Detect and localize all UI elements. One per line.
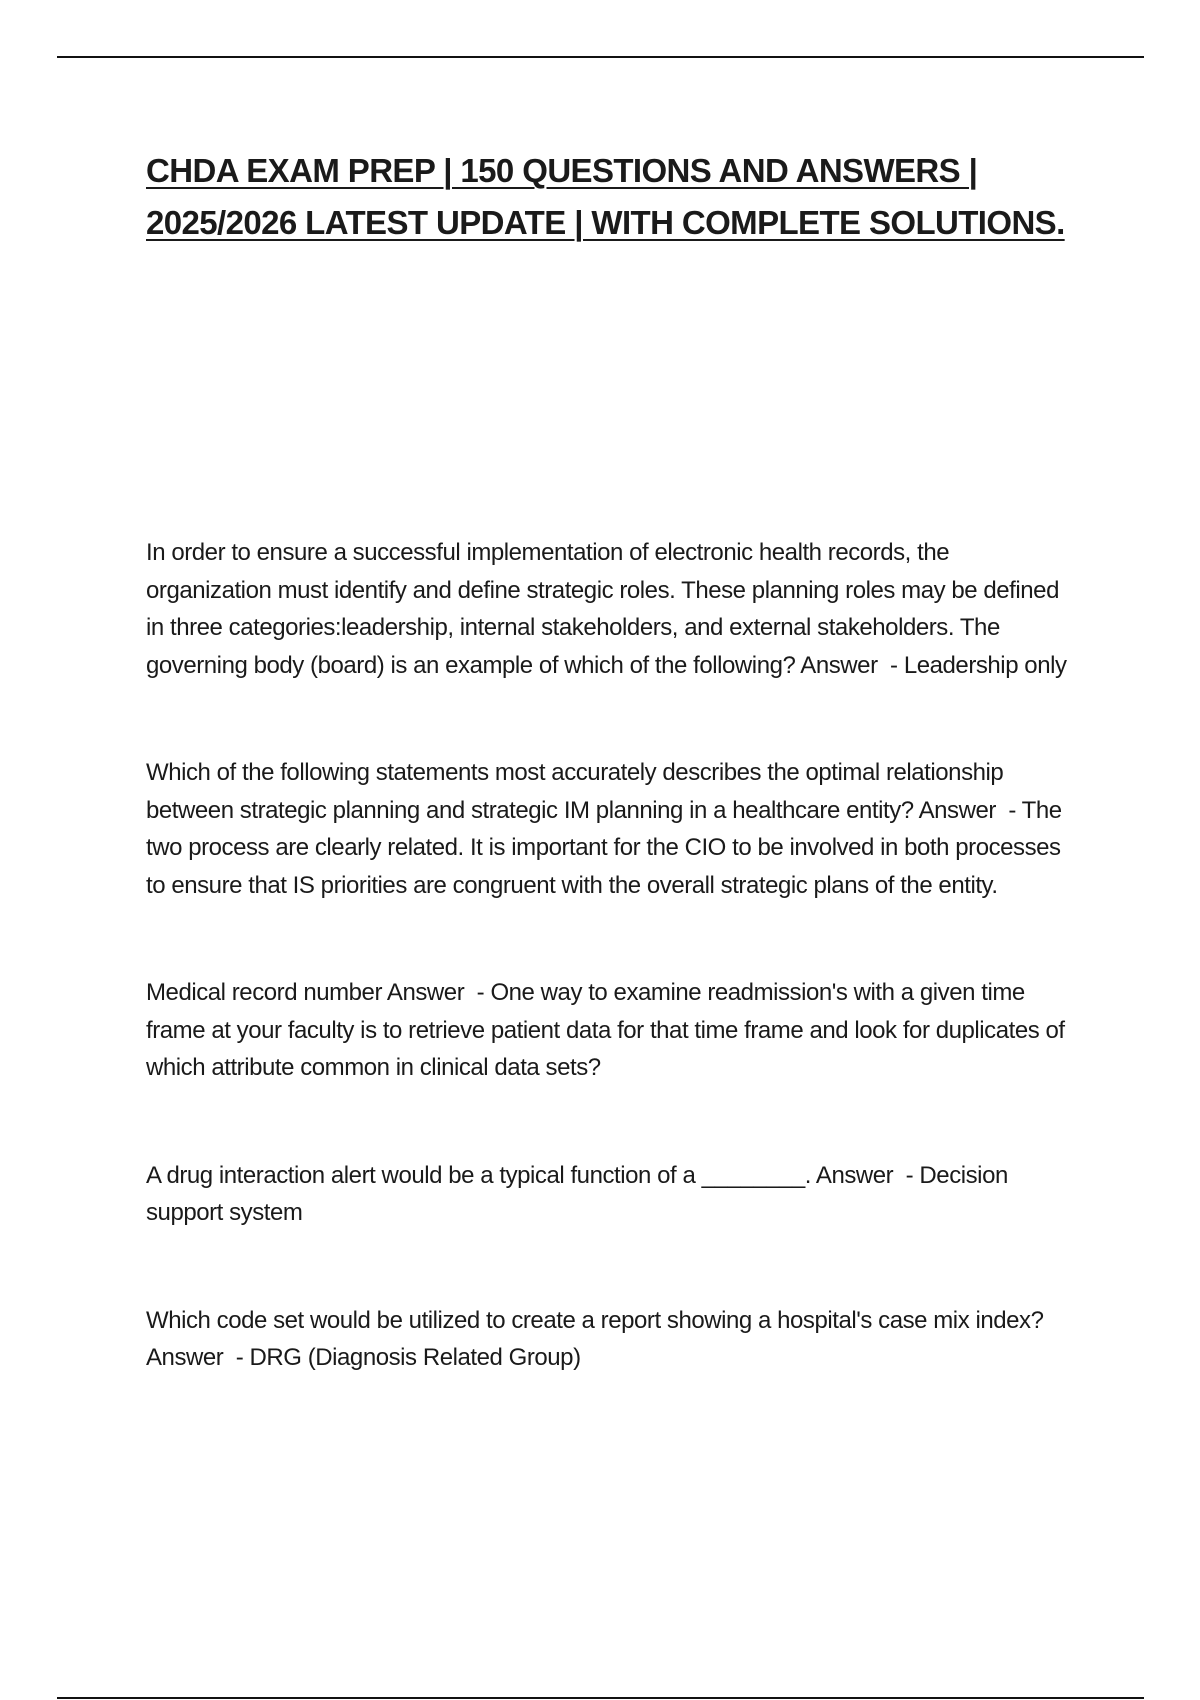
question-text: Medical record number <box>146 979 382 1006</box>
qa-item-4: A drug interaction alert would be a typical function of a ________. Answer - Decision support system <box>146 1161 1008 1226</box>
qa-item-5: Which code set would be utilized to create a report showing a hospital's case mix index? Answer - DRG (Diagnosis Related Group) <box>146 1306 1044 1371</box>
answer-text: DRG (Diagnosis Related Group) <box>249 1344 581 1371</box>
question-text: In order to ensure a successful implementation of electronic health records, the organization must identify and define strategic roles. These planning roles may be defined in three categories:leadership, internal stakeholders, and external stakeholders. The governing body (board) is an example of which of the following? <box>146 539 1059 679</box>
answer-label: Answer <box>386 979 465 1006</box>
answer-text: The two process are clearly related. It is important for the CIO to be involved in both processes to ensure that IS priorities are congruent with the overall strategic plans of the entity. <box>146 796 1062 899</box>
qa-item-1: In order to ensure a successful implementation of electronic health records, the organization must identify and define strategic roles. These planning roles may be defined in three categories:leadership, internal stakeholders, and external stakeholders. The governing body (board) is an example of which of the following? Answer - Leadership only <box>146 539 1067 679</box>
answer-label: Answer <box>815 1161 894 1189</box>
answer-text: One way to examine readmission's with a given time frame at your faculty is to retrieve patient data for that time frame and look for duplicates of which attribute common in clinical data sets? <box>146 979 1065 1081</box>
question-text: Which code set would be utilized to create a report showing a hospital's case mix index? <box>146 1306 1044 1334</box>
answer-text: Leadership only <box>903 651 1067 679</box>
question-text: A drug interaction alert would be a typical function of a ________. <box>146 1161 811 1189</box>
answer-label: Answer <box>146 1344 224 1371</box>
answer-text: Decision support system <box>146 1161 1008 1226</box>
answer-label: Answer <box>918 796 996 824</box>
qa-item-2: Which of the following statements most accurately describes the optimal relationship between strategic planning and strategic IM planning in a healthcare entity? Answer - The two process are clearly related. It is important for the CIO to be involved in both processes to ensure that IS priorities are congruent with the overall strategic plans of the entity. <box>146 759 1062 899</box>
answer-label: Answer <box>800 651 878 679</box>
top-rule <box>57 56 1144 58</box>
qa-list <box>146 534 1076 1377</box>
question-text: Which of the following statements most accurately describes the optimal relationship between strategic planning and strategic IM planning in a healthcare entity? <box>146 759 1004 824</box>
qa-item-3: Medical record number Answer - One way to examine readmission's with a given time frame at your faculty is to retrieve patient data for that time frame and look for duplicates of which attribute common in clinical data sets? <box>146 979 1065 1081</box>
document-title <box>146 145 1076 249</box>
bottom-rule <box>57 1697 1144 1699</box>
document-title-text: CHDA EXAM PREP | 150 QUESTIONS AND ANSWERS | 2025/2026 LATEST UPDATE | WITH COMPLETE SOLUTIONS. <box>146 152 1065 241</box>
